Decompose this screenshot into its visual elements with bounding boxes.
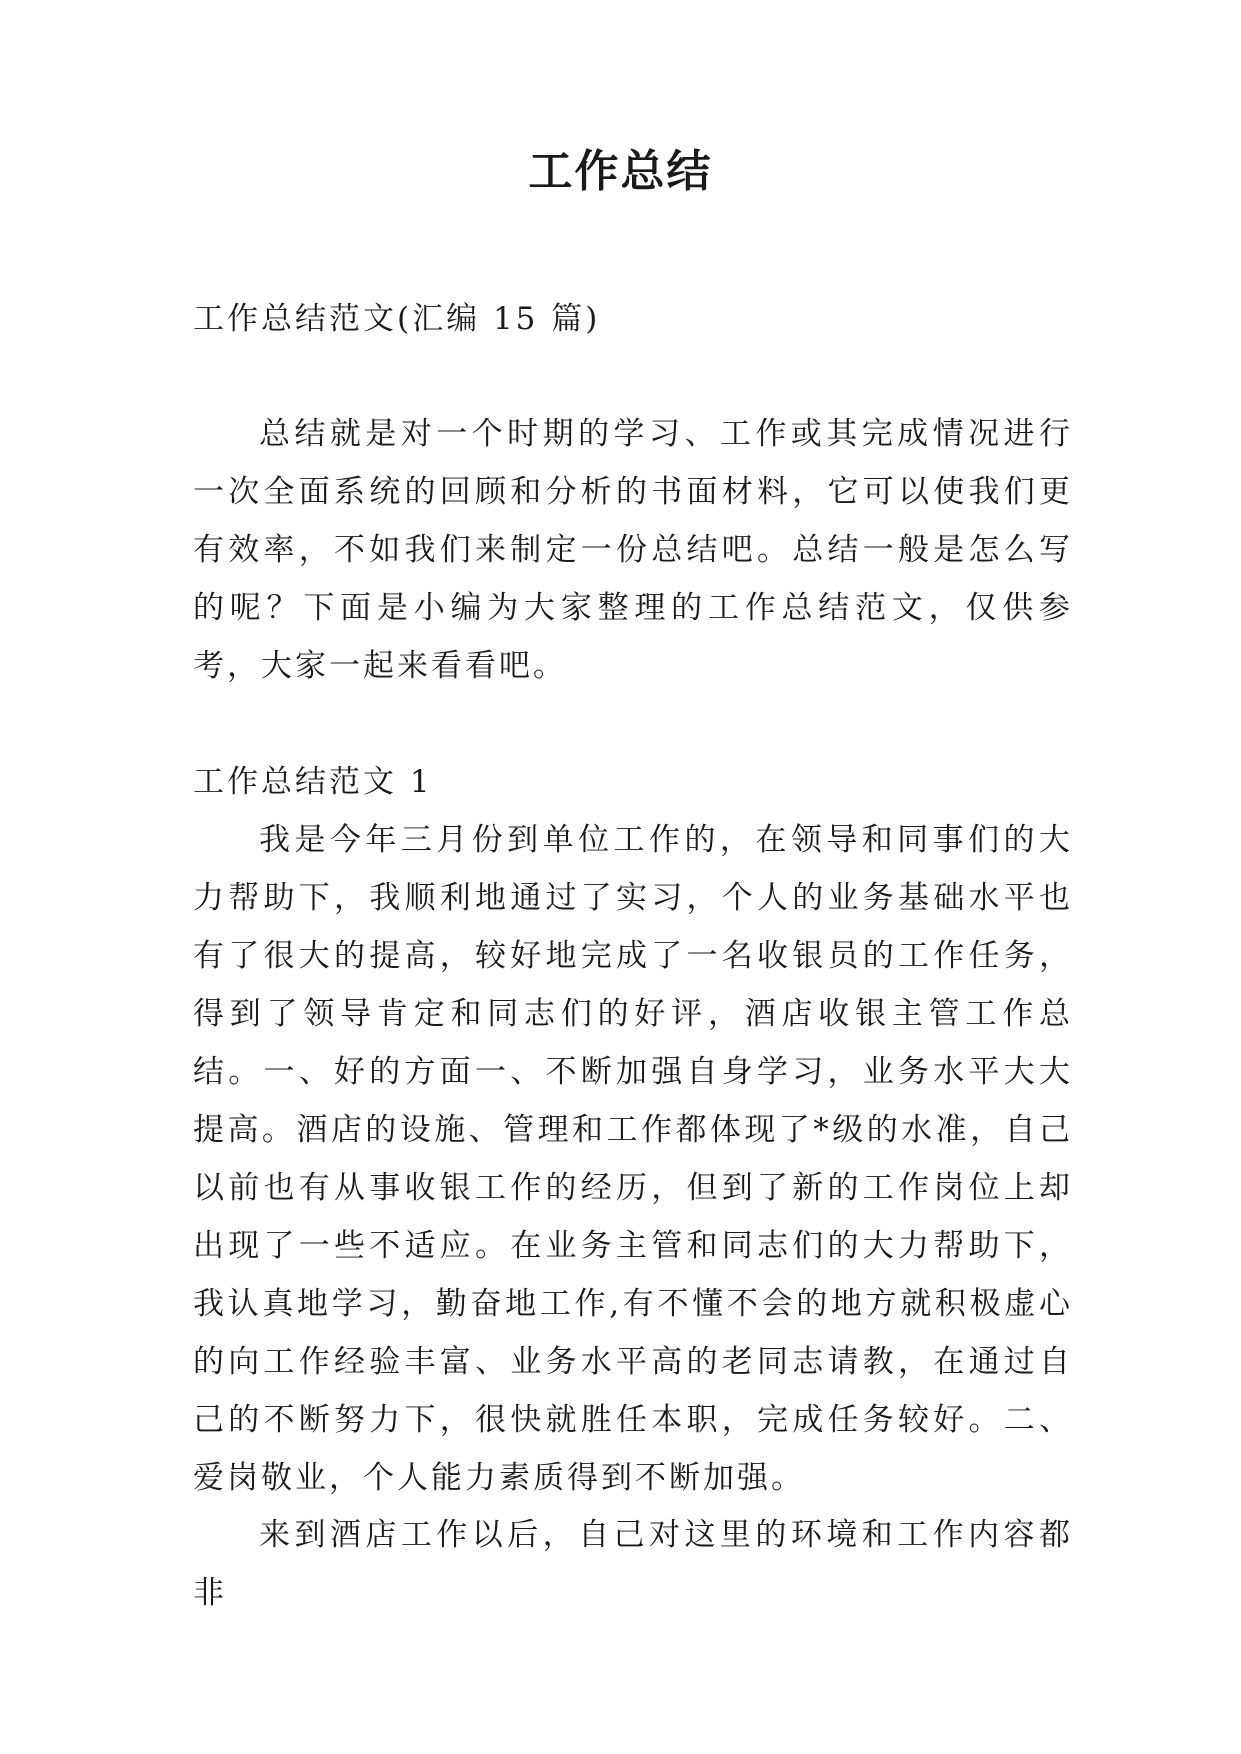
page-title: 工作总结 xyxy=(528,146,713,197)
body-paragraph: 我是今年三月份到单位工作的，在领导和同事们的大力帮助下，我顺利地通过了实习，个人的业务基础水平也有了很大的提高，较好地完成了一名收银员的工作任务，得到了领导肯定和同志们的好评，酒店收银主管工作总结。一、好的方面一、不断加强自身学习，业务水平大大提高。酒店的设施、管理和工作都体现了*级的水准，自己以前也有从事收银工作的经历，但到了新的工作岗位上却出现了一些不适应。在业务主管和同志们的大力帮助下，我认真地学习，勤奋地工作,有不懂不会的地方就积极虚心的向工作经验丰富、业务水平高的老同志请教，在通过自己的不断努力下，很快就胜任本职，完成任务较好。二、爱岗敬业，个人能力素质得到不断加强。 xyxy=(193,822,1073,1496)
section-heading: 工作总结范文 1 xyxy=(193,764,433,800)
intro-paragraph: 总结就是对一个时期的学习、工作或其完成情况进行一次全面系统的回顾和分析的书面材料，它可以使我们更有效率，不如我们来制定一份总结吧。总结一般是怎么写的呢？下面是小编为大家整理的工作总结范文，仅供参考，大家一起来看看吧。 xyxy=(193,416,1073,684)
body-paragraph-continued: 来到酒店工作以后，自己对这里的环境和工作内容都非 xyxy=(193,1517,1073,1611)
document-subtitle: 工作总结范文(汇编 15 篇) xyxy=(193,301,601,337)
